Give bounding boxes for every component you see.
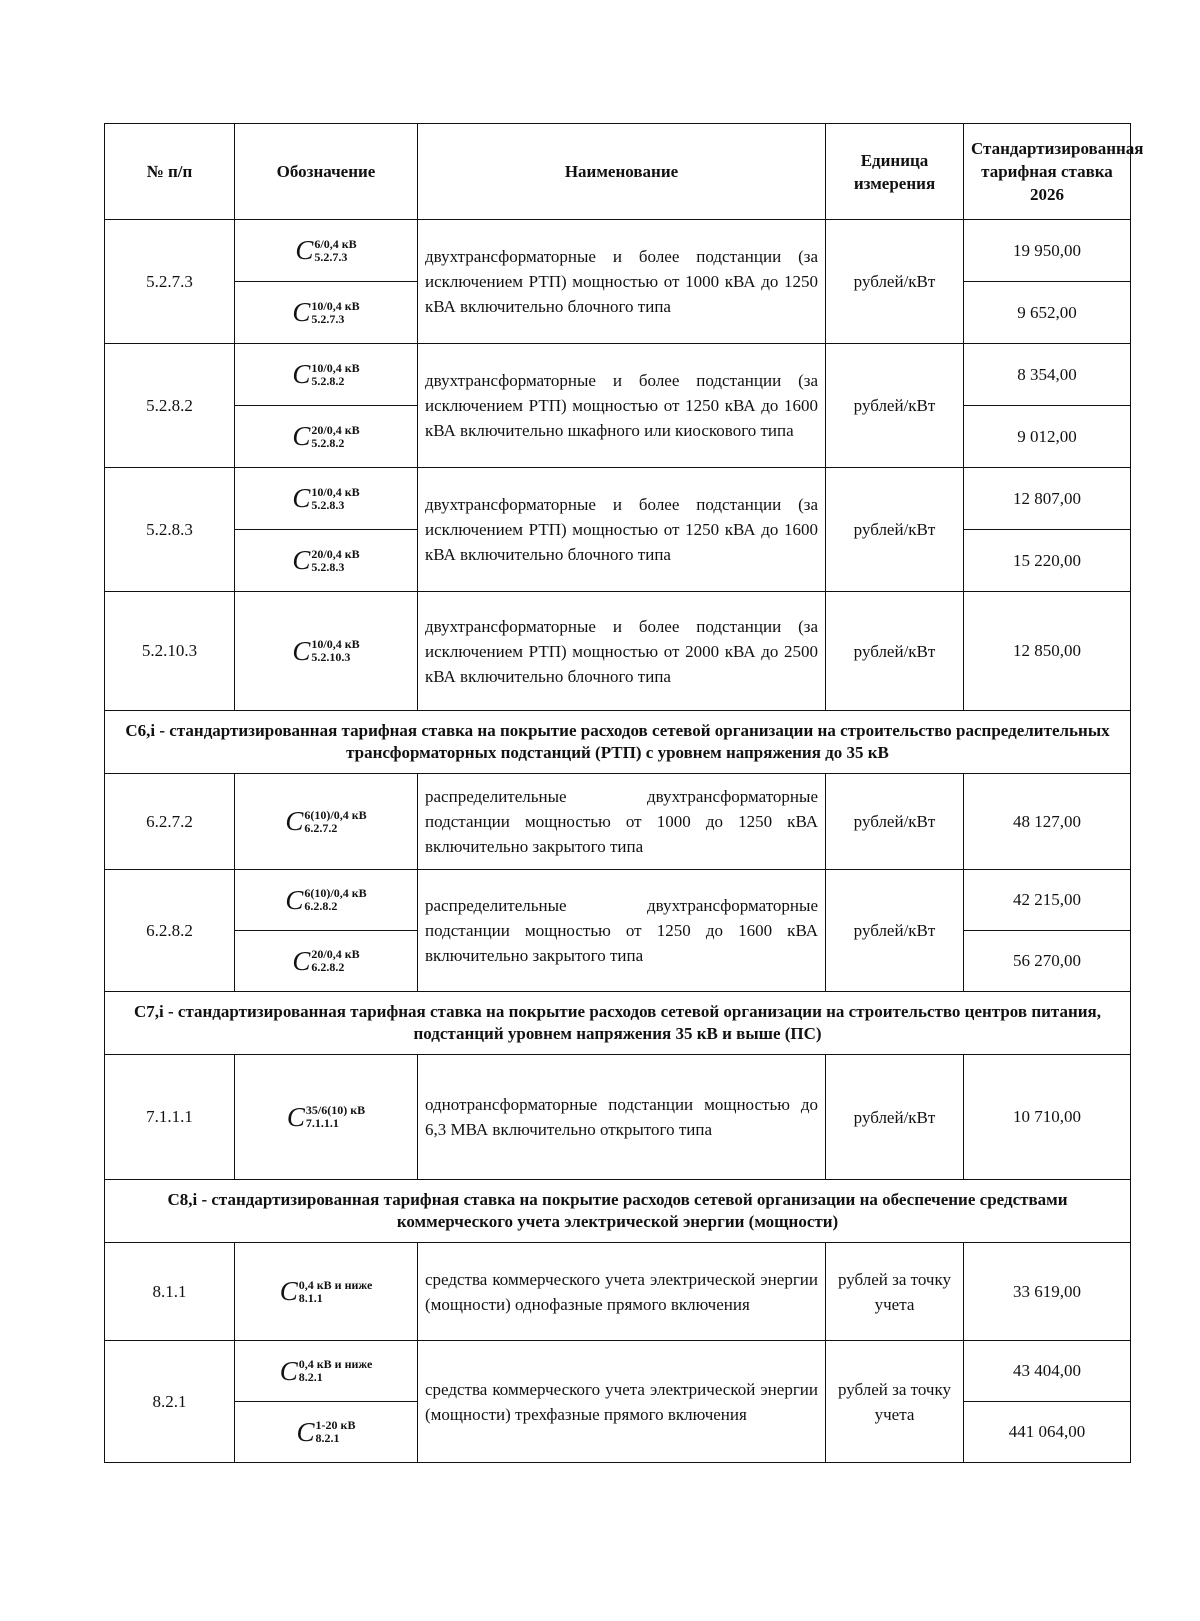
section-header-row [105,992,1131,1055]
symbol-cell [235,344,418,406]
row-number: 5.2.10.3 [105,592,235,711]
row-number: 5.2.8.3 [105,468,235,592]
table-row [105,592,1131,711]
rate-value: 9 012,00 [964,406,1131,468]
row-unit: рублей за точку учета [826,1243,964,1341]
symbol-cell [235,592,418,711]
tariff-symbol: C 35/6(10) кВ 7.1.1.1 [286,1101,366,1132]
rate-value: 8 354,00 [964,344,1131,406]
rate-value: 42 215,00 [964,870,1131,931]
symbol-cell [235,870,418,931]
rate-value: 43 404,00 [964,1341,1131,1402]
symbol-cell [235,931,418,992]
rate-value: 12 850,00 [964,592,1131,711]
rate-value: 15 220,00 [964,530,1131,592]
table-row [105,220,1131,282]
row-name: однотрансформаторные подстанции мощностью до 6,3 МВА включительно открытого типа [418,1055,826,1180]
row-name: средства коммерческого учета электрической энергии (мощности) трехфазные прямого включения [418,1341,826,1463]
row-name: средства коммерческого учета электрической энергии (мощности) однофазные прямого включения [418,1243,826,1341]
table-header-row [105,124,1131,220]
tariff-symbol: C 0,4 кВ и ниже 8.1.1 [279,1276,373,1306]
row-unit: рублей/кВт [826,774,964,870]
symbol-cell [235,1055,418,1180]
section-title: C6,i - стандартизированная тарифная ставка на покрытие расходов сетевой организации на строительство распределительных трансформаторных подстанций (РТП) с уровнем напряжения до 35 кВ [105,711,1131,774]
row-unit: рублей/кВт [826,468,964,592]
row-name: двухтрансформаторные и более подстанции (за исключением РТП) мощностью от 1000 кВА до 1250 кВА включительно блочного типа [418,220,826,344]
tariff-symbol: C 20/0,4 кВ 5.2.8.2 [292,421,360,451]
row-name: двухтрансформаторные и более подстанции (за исключением РТП) мощностью от 1250 кВА до 1600 кВА включительно шкафного или киоскового типа [418,344,826,468]
tariff-symbol: C 0,4 кВ и ниже 8.2.1 [279,1355,373,1386]
rate-value: 56 270,00 [964,931,1131,992]
row-unit: рублей/кВт [826,344,964,468]
header-rate: Стандартизированная тарифная ставка 2026 [964,124,1131,220]
row-name: распределительные двухтрансформаторные подстанции мощностью от 1000 до 1250 кВА включительно закрытого типа [418,774,826,870]
table-row [105,344,1131,406]
table-row [105,1243,1131,1341]
row-unit: рублей/кВт [826,1055,964,1180]
tariff-symbol: C 1-20 кВ 8.2.1 [296,1416,356,1447]
row-number: 6.2.7.2 [105,774,235,870]
header-num: № п/п [105,124,235,220]
rate-value: 33 619,00 [964,1243,1131,1341]
header-name: Наименование [418,124,826,220]
row-number: 8.2.1 [105,1341,235,1463]
table-row [105,1055,1131,1180]
row-number: 6.2.8.2 [105,870,235,992]
row-number: 5.2.7.3 [105,220,235,344]
header-symbol: Обозначение [235,124,418,220]
tariff-symbol: C 6/0,4 кВ 5.2.7.3 [295,235,357,265]
table-row [105,870,1131,931]
section-title: C7,i - стандартизированная тарифная ставка на покрытие расходов сетевой организации на строительство центров питания, подстанций уровнем напряжения 35 кВ и выше (ПС) [105,992,1131,1055]
rate-value: 9 652,00 [964,282,1131,344]
row-unit: рублей/кВт [826,220,964,344]
tariff-symbol: C 10/0,4 кВ 5.2.7.3 [292,297,360,327]
tariff-symbol: C 6(10)/0,4 кВ 6.2.8.2 [285,884,367,915]
tariff-symbol: C 10/0,4 кВ 5.2.8.2 [292,359,360,389]
rate-value: 48 127,00 [964,774,1131,870]
section-header-row [105,1180,1131,1243]
symbol-cell [235,282,418,344]
row-name: двухтрансформаторные и более подстанции (за исключением РТП) мощностью от 1250 кВА до 1600 кВА включительно блочного типа [418,468,826,592]
symbol-cell [235,1243,418,1341]
row-unit: рублей/кВт [826,592,964,711]
symbol-cell [235,468,418,530]
row-name: двухтрансформаторные и более подстанции (за исключением РТП) мощностью от 2000 кВА до 2500 кВА включительно блочного типа [418,592,826,711]
tariff-symbol: C 20/0,4 кВ 6.2.8.2 [292,945,360,976]
tariff-symbol: C 10/0,4 кВ 5.2.10.3 [292,635,360,666]
table-row [105,774,1131,870]
rate-value: 441 064,00 [964,1402,1131,1463]
row-number: 5.2.8.2 [105,344,235,468]
section-header-row [105,711,1131,774]
rate-value: 19 950,00 [964,220,1131,282]
row-number: 8.1.1 [105,1243,235,1341]
tariff-symbol: C 6(10)/0,4 кВ 6.2.7.2 [285,806,367,836]
row-unit: рублей за точку учета [826,1341,964,1463]
header-unit: Единица измерения [826,124,964,220]
row-unit: рублей/кВт [826,870,964,992]
section-title: C8,i - стандартизированная тарифная ставка на покрытие расходов сетевой организации на обеспечение средствами коммерческого учета электрической энергии (мощности) [105,1180,1131,1243]
symbol-cell [235,220,418,282]
table-row [105,1341,1131,1402]
row-name: распределительные двухтрансформаторные подстанции мощностью от 1250 до 1600 кВА включительно закрытого типа [418,870,826,992]
tariff-symbol: C 10/0,4 кВ 5.2.8.3 [292,483,360,513]
symbol-cell [235,406,418,468]
rate-value: 12 807,00 [964,468,1131,530]
tariff-symbol: C 20/0,4 кВ 5.2.8.3 [292,545,360,575]
symbol-cell [235,1402,418,1463]
symbol-cell [235,774,418,870]
symbol-cell [235,530,418,592]
tariff-table [104,123,1144,1463]
table-row [105,468,1131,530]
symbol-cell [235,1341,418,1402]
row-number: 7.1.1.1 [105,1055,235,1180]
rate-value: 10 710,00 [964,1055,1131,1180]
